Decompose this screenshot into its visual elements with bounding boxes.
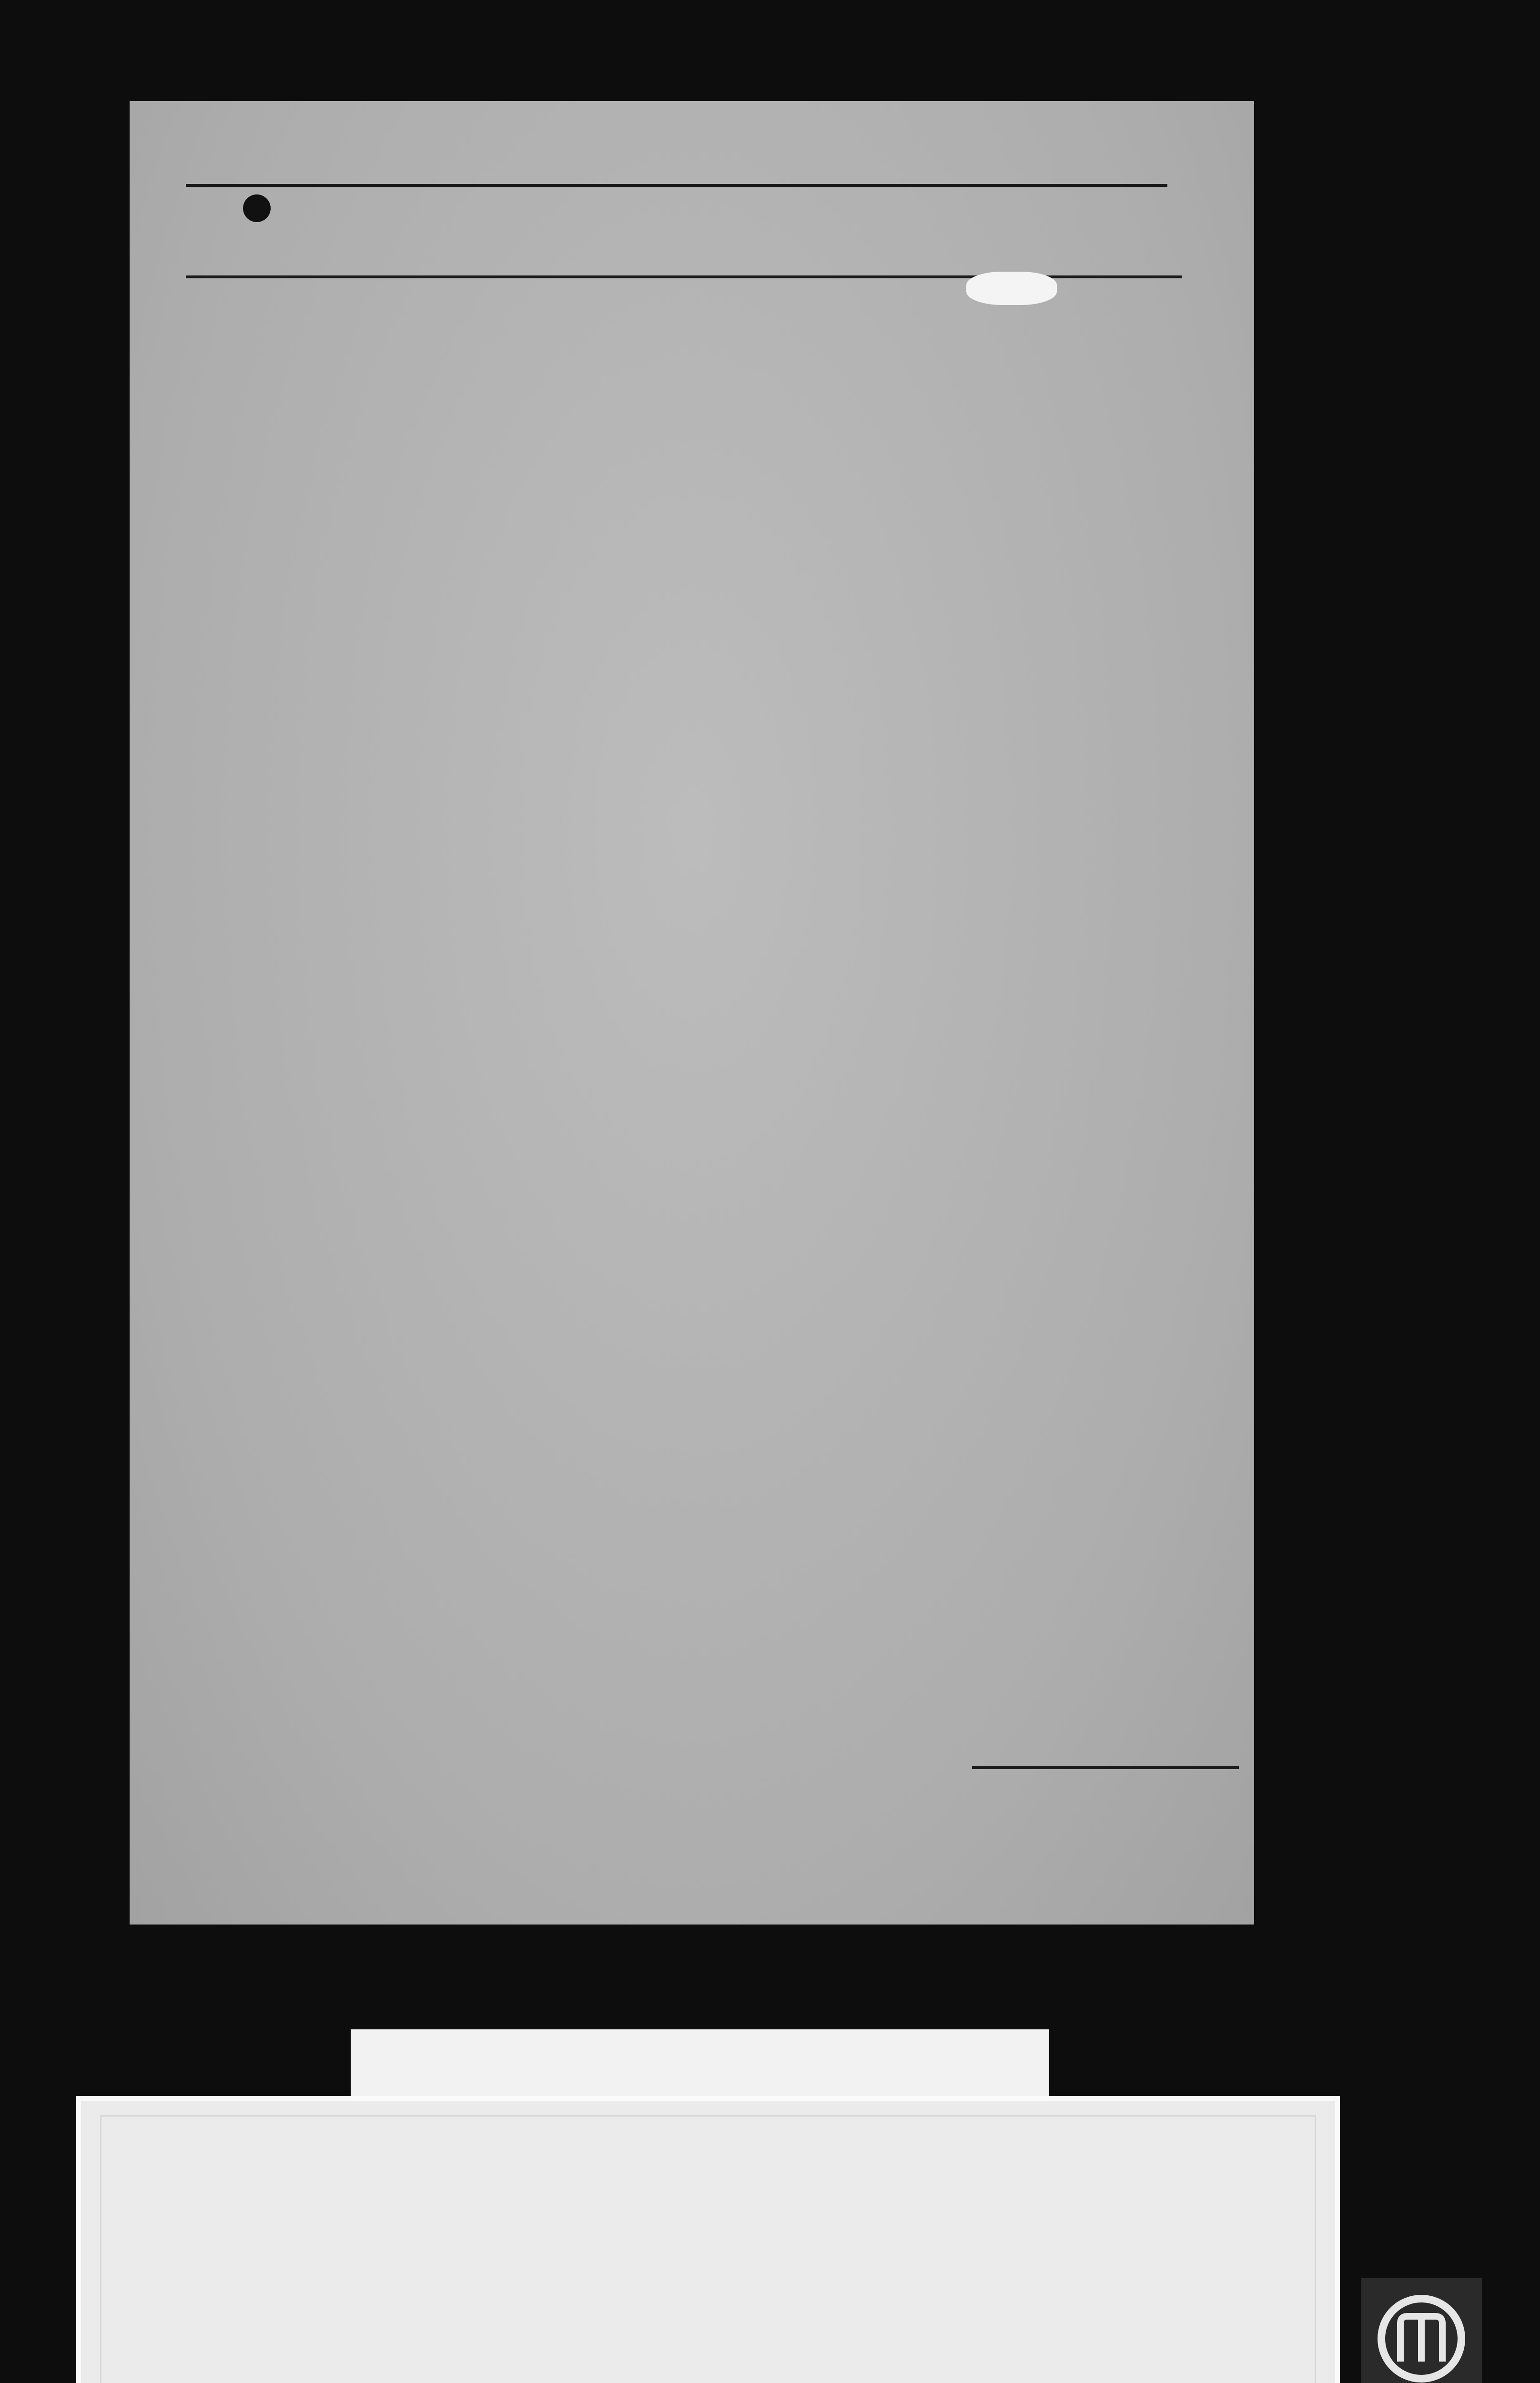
public-archives-canada-monogram-icon bbox=[1361, 2278, 1482, 2383]
erasure-mark bbox=[966, 272, 1057, 305]
card-border bbox=[100, 2115, 1316, 2383]
archives-card bbox=[76, 2096, 1340, 2383]
header-rule-top bbox=[186, 184, 1167, 187]
watermark-stamp bbox=[401, 864, 1164, 1436]
document-sheet bbox=[130, 101, 1254, 1925]
punch-hole bbox=[243, 194, 271, 222]
reference-label bbox=[351, 2029, 1049, 2096]
total-rule bbox=[972, 1766, 1239, 1769]
